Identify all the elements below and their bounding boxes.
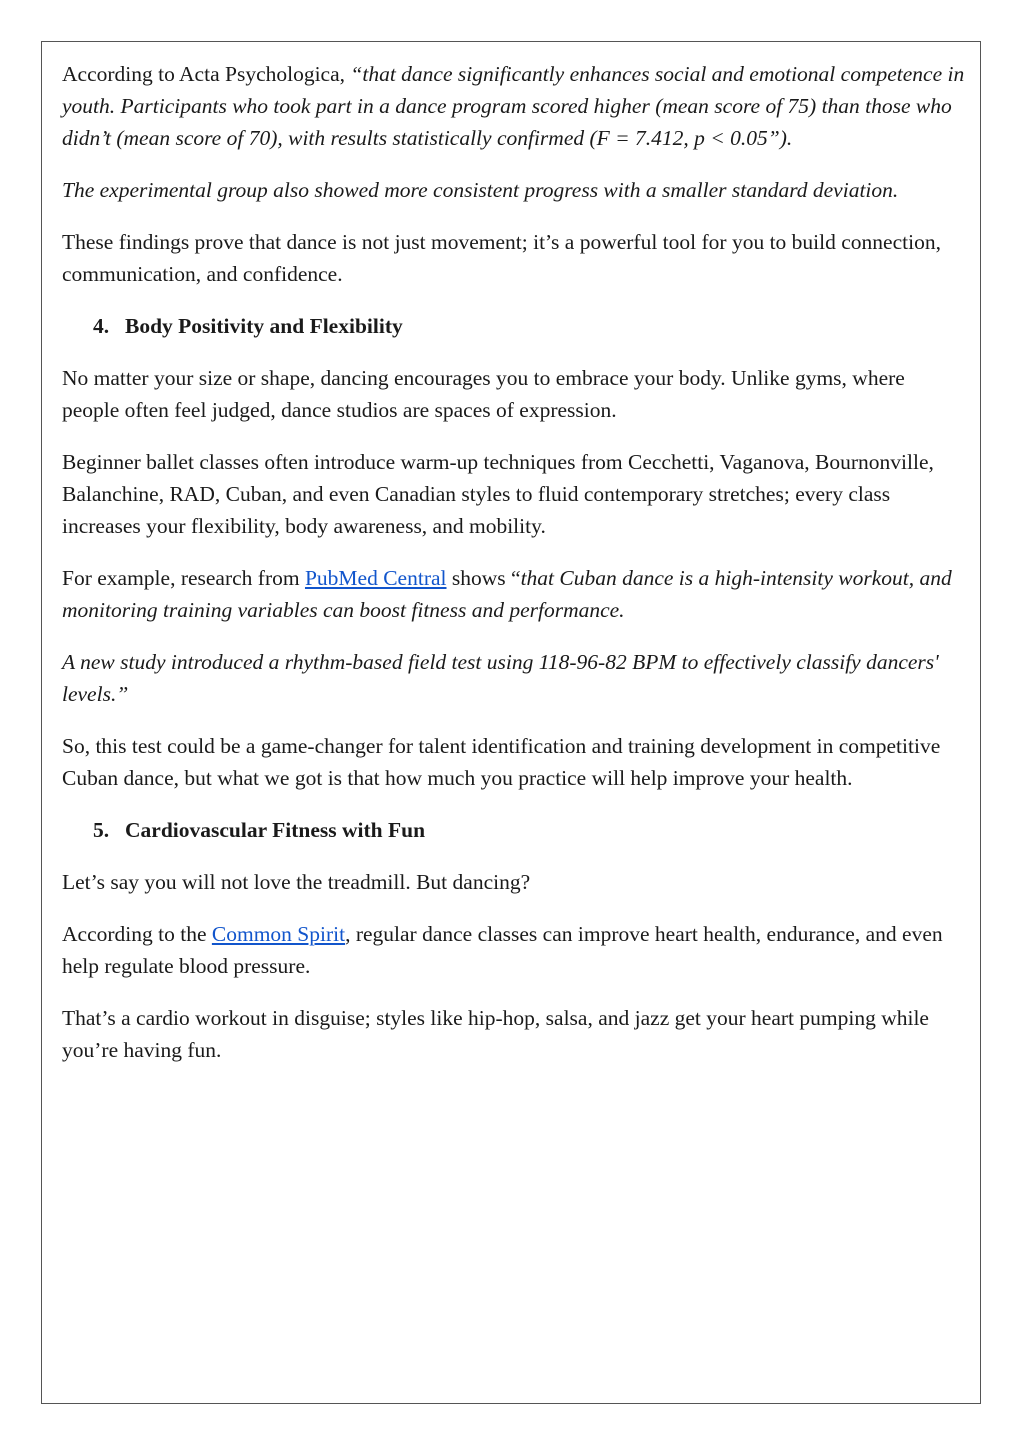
- paragraph-game-changer: So, this test could be a game-changer for talent identification and training development in competitive Cuban dance, but what we got is that how much you practice will help improve your health.: [62, 734, 941, 790]
- paragraph-cardio-disguise: That’s a cardio workout in disguise; styles like hip-hop, salsa, and jazz get your heart pumping while you’re having fun.: [62, 1006, 929, 1062]
- paragraph-findings: These findings prove that dance is not just movement; it’s a powerful tool for you to build connection, communication, and confidence.: [62, 230, 941, 286]
- paragraph-rhythm-study: [62, 646, 967, 710]
- heading-title: Body Positivity and Flexibility: [125, 314, 403, 338]
- quote-text: A new study introduced a rhythm-based field test using 118-96-82 BPM to effectively classify dancers' levels.”: [62, 650, 939, 706]
- section-heading-body-positivity: [62, 310, 967, 342]
- heading-title: Cardiovascular Fitness with Fun: [125, 818, 426, 842]
- paragraph-mid: shows “: [446, 566, 521, 590]
- paragraph-experimental-group: [62, 174, 967, 206]
- heading-number: 4.: [93, 314, 110, 338]
- quote-text: that Cuban dance is a high-intensity workout, and monitoring training variables can boost fitness and performance.: [62, 566, 952, 622]
- section-heading-cardio: [62, 814, 967, 846]
- pubmed-central-link[interactable]: PubMed Central: [304, 566, 447, 590]
- paragraph-ballet-classes: Beginner ballet classes often introduce warm-up techniques from Cecchetti, Vaganova, Bournonville, Balanchine, RAD, Cuban, and even Canadian styles to fluid contemporary stretches; every class increases your flexibility, body awareness, and mobility.: [62, 450, 934, 538]
- paragraph-common-spirit: [62, 918, 967, 982]
- paragraph-tail: , regular dance classes can improve heart health, endurance, and even help regulate blood pressure.: [62, 922, 943, 978]
- quote-text: “that dance significantly enhances social and emotional competence in youth. Participants who took part in a dance program scored higher (mean score of 75) than those who didn’t (mean score of 70), with results statistically confirmed (F = 7.412, p < 0.05”).: [62, 62, 965, 150]
- paragraph-embrace-body: No matter your size or shape, dancing encourages you to embrace your body. Unlike gyms, where people often feel judged, dance studios are spaces of expression.: [62, 366, 905, 422]
- heading-number: 5.: [93, 818, 110, 842]
- paragraph-lead: According to the: [62, 922, 212, 946]
- paragraph-treadmill: Let’s say you will not love the treadmill. But dancing?: [62, 870, 531, 894]
- paragraph-lead: For example, research from: [62, 566, 305, 590]
- quote-text: The experimental group also showed more consistent progress with a smaller standard deviation.: [62, 178, 899, 202]
- paragraph-lead: According to Acta Psychologica,: [62, 62, 351, 86]
- document-body: [62, 58, 967, 1086]
- paragraph-acta-psychologica: [62, 58, 967, 154]
- paragraph-pubmed-research: [62, 562, 967, 626]
- common-spirit-link[interactable]: Common Spirit: [211, 922, 346, 946]
